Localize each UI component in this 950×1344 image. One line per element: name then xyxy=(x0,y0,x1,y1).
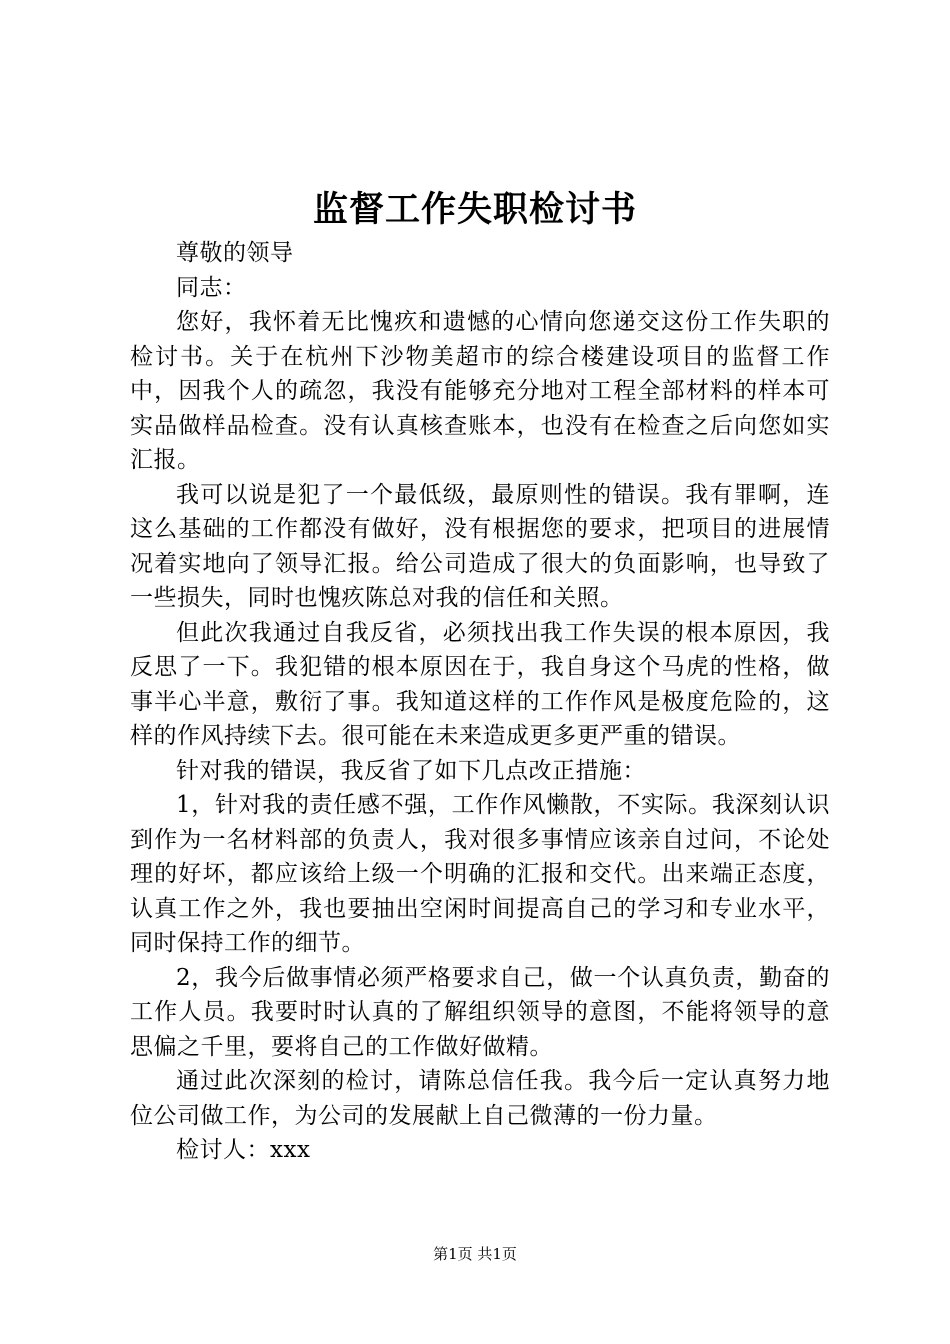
paragraph-measure-1: 1，针对我的责任感不强，工作作风懒散，不实际。我深刻认识到作为一名材料部的负责人，我对很多事情应该亲自过问，不论处理的好坏，都应该给上级一个明确的汇报和交代。出来端正态度，认真工作之外，我也要抽出空闲时间提高自己的学习和专业水平，同时保持工作的细节。 xyxy=(130,792,830,956)
document-title: 监督工作失职检讨书 xyxy=(312,189,637,230)
paragraph-closing: 通过此次深刻的检讨，请陈总信任我。我今后一定认真努力地位公司做工作，为公司的发展献上自己微薄的一份力量。 xyxy=(130,1068,830,1129)
paragraph-reflection: 但此次我通过自我反省，必须找出我工作失误的根本原因，我反思了一下。我犯错的根本原因在于，我自身这个马虎的性格，做事半心半意，敷衍了事。我知道这样的工作作风是极度危险的，这样的作风持续下去。很可能在未来造成更多更严重的错误。 xyxy=(130,619,830,749)
paragraph-intro: 您好，我怀着无比愧疚和遗憾的心情向您递交这份工作失职的检讨书。关于在杭州下沙物美超市的综合楼建设项目的监督工作中，因我个人的疏忽，我没有能够充分地对工程全部材料的样本可实品做样品检查。没有认真核查账本，也没有在检查之后向您如实汇报。 xyxy=(130,309,830,473)
salutation-line-2: 同志： xyxy=(176,274,247,301)
document-body xyxy=(130,236,830,1168)
salutation-line-1: 尊敬的领导 xyxy=(176,240,294,266)
paragraph-measure-2: 2，我今后做事情必须严格要求自己，做一个认真负责，勤奋的工作人员。我要时时认真的了解组织领导的意图，不能将领导的意思偏之千里，要将自己的工作做好做精。 xyxy=(130,964,830,1060)
signature-line: 检讨人：xxx xyxy=(176,1137,311,1163)
page-footer: 第1页 共1页 xyxy=(433,1245,517,1263)
paragraph-error: 我可以说是犯了一个最低级，最原则性的错误。我有罪啊，连这么基础的工作都没有做好，没有根据您的要求，把项目的进展情况着实地向了领导汇报。给公司造成了很大的负面影响，也导致了一些损失，同时也愧疚陈总对我的信任和关照。 xyxy=(130,481,830,611)
paragraph-measures-intro: 针对我的错误，我反省了如下几点改正措施： xyxy=(176,757,646,784)
